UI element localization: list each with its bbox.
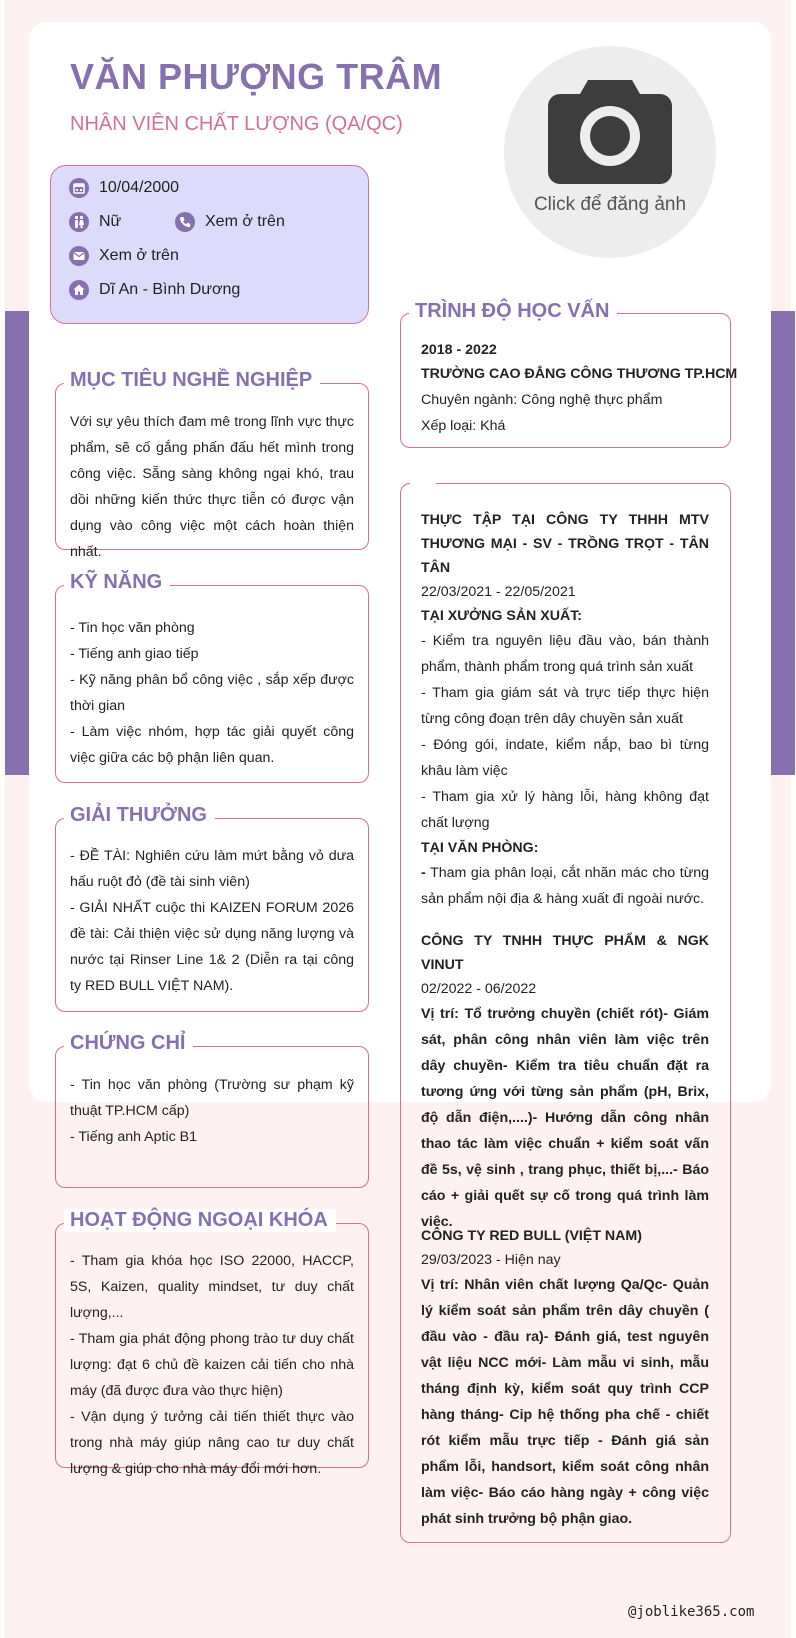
phone-value: Xem ở trên	[205, 213, 285, 230]
right-accent-band	[771, 311, 795, 775]
education-school: TRƯỜNG CAO ĐẲNG CÔNG THƯƠNG TP.HCM	[421, 366, 738, 382]
gender-icon	[69, 212, 89, 232]
calendar-icon	[69, 178, 89, 198]
dob-row	[69, 178, 179, 198]
email-value: Xem ở trên	[99, 247, 179, 264]
address-value: Dĩ An - Bình Dương	[99, 281, 241, 298]
awards-list	[70, 843, 354, 999]
award-item: - ĐỀ TÀI: Nghiên cứu làm mứt bằng vỏ dưa hấu ruột đỏ (đề tài sinh viên)	[70, 848, 354, 890]
job-date: 29/03/2023 - Hiện nay	[421, 1252, 561, 1268]
certificate-item: - Tin học văn phòng (Trường sư phạm kỹ thuật TP.HCM cấp)	[70, 1077, 354, 1119]
education-years: 2018 - 2022	[421, 342, 497, 358]
experience-title-gap	[410, 475, 436, 491]
activity-item: - Vận dụng ý tưởng cải tiến thiết thực vào trong nhà máy giúp nâng cao tư duy chất lượng & giúp cho nhà máy đổi mới hơn.	[70, 1409, 354, 1477]
experience-job-2	[421, 929, 709, 1235]
activity-item: - Tham gia phát động phong trào tư duy chất lượng: đạt 6 chủ đề kaizen cải tiến cho nhà máy (đã được đưa vào thực hiện)	[70, 1331, 354, 1399]
job-company: CÔNG TY RED BULL (VIỆT NAM)	[421, 1228, 642, 1244]
job-description: Vị trí: Tổ trưởng chuyền (chiết rót)- Giám sát, phân công nhân viên làm việc trên dây chuyền- Kiểm tra tiêu chuẩn đặt ra tương ứng với từng sản phẩm (pH, Brix, độ dẫn điện,....)- Hướng dẫn công nhân thao tác làm việc chuẩn + kiểm soát vấn đề 5s, vệ sinh , trang phục, thiết bị,...- Báo cáo + giải quết sự cố trong quá trình làm việc.	[421, 1006, 709, 1230]
education-grade: Xếp loại: Khá	[421, 418, 506, 434]
job-duty: - Tham gia phân loại, cắt nhãn mác cho từng sản phẩm nội địa & hàng xuất đi ngoài nước.	[421, 865, 709, 907]
watermark: @joblike365.com	[628, 1604, 755, 1620]
photo-caption: Click để đăng ảnh	[533, 194, 687, 215]
experience-job-1	[421, 508, 709, 912]
job-duty: - Đóng gói, indate, kiểm nắp, bao bì từng khâu làm việc	[421, 737, 709, 779]
objective-title: MỤC TIÊU NGHỀ NGHIỆP	[64, 369, 320, 392]
certificate-item: - Tiếng anh Aptic B1	[70, 1129, 197, 1145]
job-company: THỰC TẬP TẠI CÔNG TY THHH MTV THƯƠNG MẠI - SV - TRỒNG TRỌT - TÂN TÂN	[421, 512, 709, 576]
phone-icon	[175, 212, 195, 232]
skills-list	[70, 615, 354, 771]
activity-item: - Tham gia khóa học ISO 22000, HACCP, 5S, Kaizen, quality mindset, tư duy chất lượng,...	[70, 1253, 354, 1321]
job-company: CÔNG TY TNHH THỰC PHẨM & NGK VINUT	[421, 933, 709, 973]
skill-item: - Kỹ năng phân bổ công việc , sắp xếp được thời gian	[70, 672, 354, 714]
skills-title: KỸ NĂNG	[64, 571, 170, 594]
award-item: - GIẢI NHẤT cuộc thi KAIZEN FORUM 2026 đề tài: Cải thiện việc sử dụng năng lượng và nước tại Rinser Line 1& 2 (Diễn ra tại công ty RED BULL VIỆT NAM).	[70, 900, 354, 994]
job-duty: - Tham gia giám sát và trực tiếp thực hiện từng công đoạn trên dây chuyền sản xuất	[421, 685, 709, 727]
candidate-name: VĂN PHƯỢNG TRÂM	[70, 56, 443, 97]
awards-title: GIẢI THƯỞNG	[64, 804, 215, 827]
email-row	[69, 246, 179, 266]
skill-item: - Tin học văn phòng	[70, 620, 195, 636]
certificates-list	[70, 1072, 354, 1150]
skill-item: - Tiếng anh giao tiếp	[70, 646, 199, 662]
candidate-role: NHÂN VIÊN CHẤT LƯỢNG (QA/QC)	[70, 113, 403, 135]
dob-value: 10/04/2000	[99, 179, 180, 196]
education-title: TRÌNH ĐỘ HỌC VẤN	[409, 300, 617, 323]
gender-row	[69, 212, 121, 232]
skill-item: - Làm việc nhóm, hợp tác giải quyết công việc giữa các bộ phận liên quan.	[70, 724, 354, 766]
job-date: 02/2022 - 06/2022	[421, 981, 537, 997]
job-subheading: TẠI XƯỞNG SẢN XUẤT:	[421, 608, 583, 624]
certificates-title: CHỨNG CHỈ	[64, 1032, 193, 1055]
home-icon	[69, 280, 89, 300]
job-date: 22/03/2021 - 22/05/2021	[421, 584, 576, 600]
experience-job-3	[421, 1224, 709, 1532]
education-major: Chuyên ngành: Công nghệ thực phẩm	[421, 392, 663, 408]
education-body	[421, 338, 738, 438]
phone-row	[175, 212, 285, 232]
left-accent-band	[5, 311, 29, 775]
contact-info-box	[50, 165, 369, 324]
email-icon	[69, 246, 89, 266]
job-duty: - Kiểm tra nguyên liệu đầu vào, bán thành phẩm, thành phẩm trong quá trình sản xuất	[421, 633, 709, 675]
job-subheading: TẠI VĂN PHÒNG:	[421, 840, 539, 856]
objective-text: Với sự yêu thích đam mê trong lĩnh vực thực phẩm, sẽ cố gắng phấn đấu hết mình trong công việc. Sẵng sàng không ngại khó, trau dồi những kiến thức thực tiễn có được vận dụng vào công việc một cách hoàn thiện nhất.	[70, 414, 354, 560]
address-row	[69, 280, 240, 300]
job-duty: - Tham gia xử lý hàng lỗi, hàng không đạt chất lượng	[421, 789, 709, 831]
gender-value: Nữ	[99, 213, 122, 230]
activities-list	[70, 1248, 354, 1482]
photo-upload[interactable]	[504, 46, 716, 258]
activities-title: HOẠT ĐỘNG NGOẠI KHÓA	[64, 1209, 336, 1232]
camera-icon	[548, 76, 672, 184]
job-description: Vị trí: Nhân viên chất lượng Qa/Qc- Quản lý kiểm soát sản phẩm trên dây chuyền ( đầu vào - đầu ra)- Đánh giá, test nguyên vật liệu NCC mới- Làm mẫu vi sinh, mẫu tháng định kỳ, kiểm soát quy trình CCP hàng tháng- Cip hệ thống pha chế - chiết rót kiểm mẫu trực tiếp - Đánh giá sản phẩm lỗi, handsort, kiểm soát công nhân làm việc- Báo cáo hàng ngày + công việc phát sinh trưởng bộ phận giao.	[421, 1277, 709, 1527]
